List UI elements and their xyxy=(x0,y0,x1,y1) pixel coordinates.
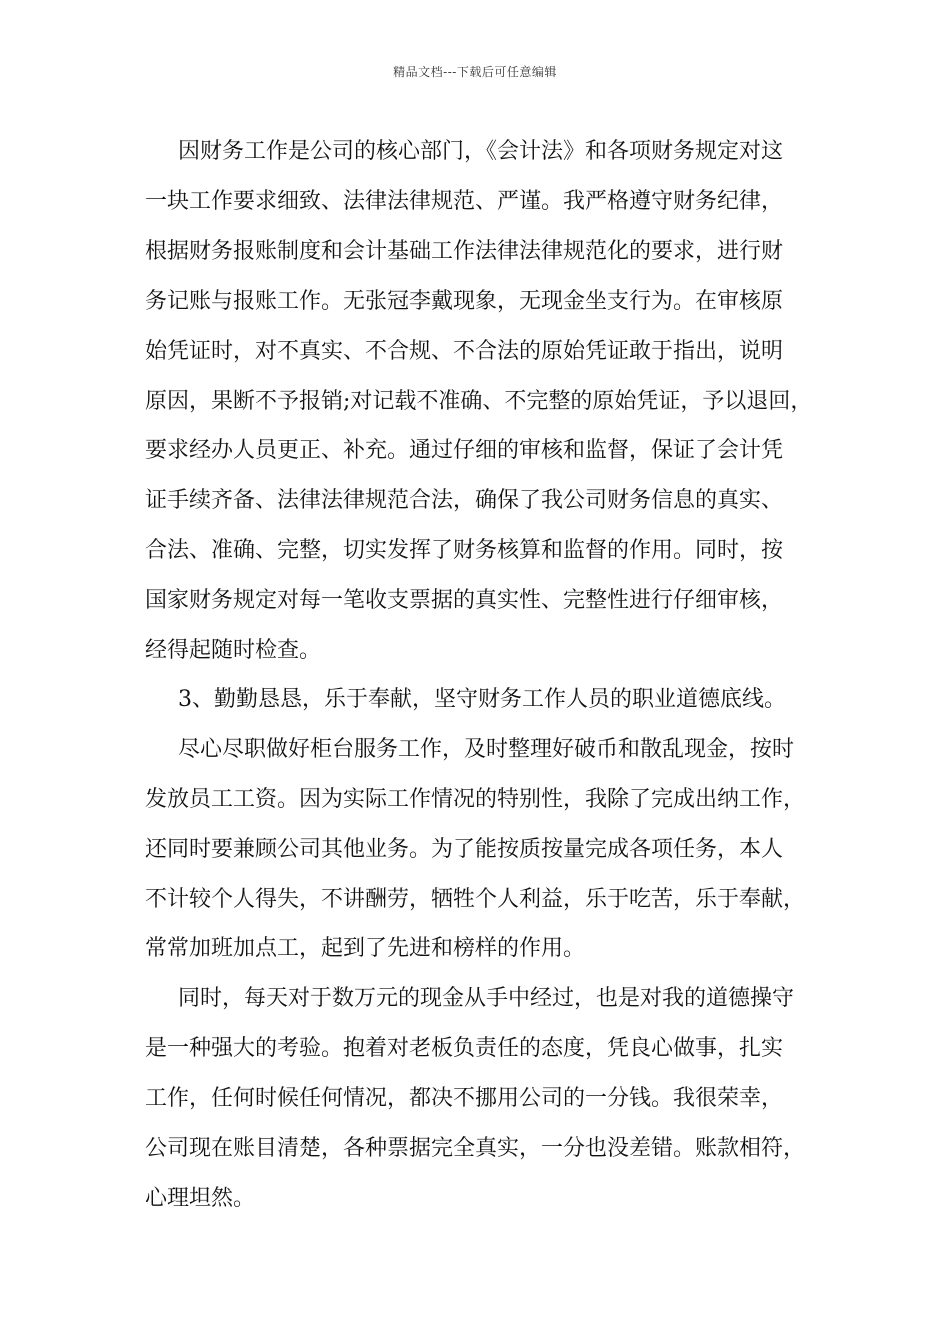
body-line: 始凭证时，对不真实、不合规、不合法的原始凭证敢于指出，说明 xyxy=(145,339,784,364)
body-line: 因财务工作是公司的核心部门，《会计法》和各项财务规定对这 xyxy=(178,139,784,164)
body-line: 务记账与报账工作。无张冠李戴现象，无现金坐支行为。在审核原 xyxy=(145,289,784,314)
body-line: 原因，果断不予报销;对记载不准确、不完整的原始凭证，予以退回， xyxy=(145,389,813,414)
body-line: 是一种强大的考验。抱着对老板负责任的态度，凭良心做事，扎实 xyxy=(145,1036,784,1061)
body-line: 心理坦然。 xyxy=(145,1186,256,1211)
section-heading: 3、勤勤恳恳，乐于奉献，坚守财务工作人员的职业道德底线。 xyxy=(178,687,786,712)
body-line: 合法、准确、完整，切实发挥了财务核算和监督的作用。同时，按 xyxy=(145,538,784,563)
body-line: 证手续齐备、法律法律规范合法，确保了我公司财务信息的真实、 xyxy=(145,488,784,513)
body-line: 经得起随时检查。 xyxy=(145,638,322,663)
body-line: 不计较个人得失，不讲酬劳，牺牲个人利益，乐于吃苦，乐于奉献， xyxy=(145,887,806,912)
body-line: 公司现在账目清楚，各种票据完全真实，一分也没差错。账款相符， xyxy=(145,1136,806,1161)
body-line: 发放员工工资。因为实际工作情况的特别性，我除了完成出纳工作， xyxy=(145,787,806,812)
body-line: 国家财务规定对每一笔收支票据的真实性、完整性进行仔细审核， xyxy=(145,588,784,613)
body-line: 要求经办人员更正、补充。通过仔细的审核和监督，保证了会计凭 xyxy=(145,438,784,463)
body-line: 尽心尽职做好柜台服务工作，及时整理好破币和散乱现金，按时 xyxy=(178,737,795,762)
body-line: 工作，任何时候任何情况，都决不挪用公司的一分钱。我很荣幸， xyxy=(145,1086,784,1111)
body-line: 还同时要兼顾公司其他业务。为了能按质按量完成各项任务，本人 xyxy=(145,837,784,862)
body-line: 根据财务报账制度和会计基础工作法律法律规范化的要求，进行财 xyxy=(145,239,784,264)
page-header: 精品文档---下载后可任意编辑 xyxy=(393,65,557,79)
body-line: 同时，每天对于数万元的现金从手中经过，也是对我的道德操守 xyxy=(178,986,795,1011)
body-line: 常常加班加点工，起到了先进和榜样的作用。 xyxy=(145,936,586,961)
body-line: 一块工作要求细致、法律法律规范、严谨。我严格遵守财务纪律， xyxy=(145,189,784,214)
